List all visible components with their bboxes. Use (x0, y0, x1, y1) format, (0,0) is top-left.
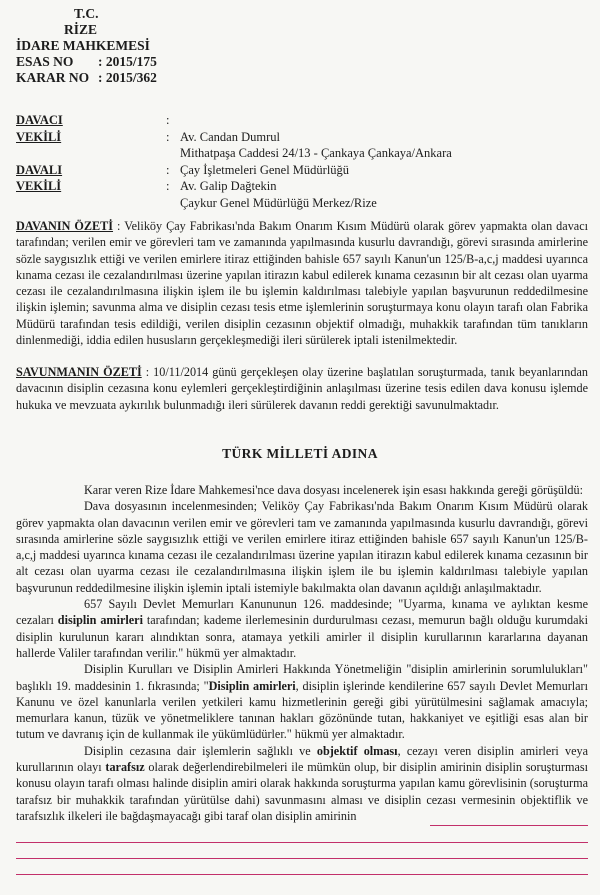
party-row-davali-vekili: VEKİLİ : Av. Galip Dağtekin (16, 178, 586, 195)
header-city: RİZE (64, 22, 98, 37)
party-label: VEKİLİ (16, 179, 62, 194)
case-summary (16, 218, 588, 348)
party-row-davali: DAVALI : Çay İşletmeleri Genel Müdürlüğü (16, 162, 586, 179)
party-label (16, 195, 166, 212)
party-value: Çay İşletmeleri Genel Müdürlüğü (180, 162, 350, 177)
party-value: Mithatpaşa Caddesi 24/13 - Çankaya Çankaya/Ankara (180, 146, 452, 161)
party-value (180, 112, 586, 129)
highlight-underline (16, 858, 588, 859)
decision-body (16, 482, 588, 824)
party-row-davali-address (16, 195, 586, 212)
karar-no-row (16, 70, 157, 86)
esas-no-value: : 2015/175 (98, 54, 157, 69)
karar-no-value: : 2015/362 (98, 70, 157, 85)
party-label: VEKİLİ (16, 129, 62, 144)
decision-title: TÜRK MİLLETİ ADINA (222, 446, 378, 461)
p4-bold: Disiplin amirleri (208, 678, 296, 693)
case-summary-text: Veliköy Çay Fabrikası'nda Bakım Onarım Kısım Müdürü olarak görev yapmakta olan davacı tarafından; verilen emir ve görevleri tam ve zamanında yapılmasında kusurlu davrandığı, görevi sırasında amirlerine sözle saygısızlık ettiği ve verilen emirlere itiraz ettiğinden bahisle 657 sayılı Kanun'un 125/B-a,c,j maddesi uyarınca kınama cezası ile cezalandırılması üzerine yapılan itirazın kabul edilerek kınama cezasının bir alt cezası olan uyarma cezası ile cezalandırılmasına ilişkin işlem ile bu işlemin kaldırılması talebiyle yapılan başvurunun reddedilmesine ilişkin işlemin; savunma alma ve disiplin cezası tesis etme işlemlerinin soruşturmaya konu olayın tarafı olan Fabrika Müdürü tarafından tesis edildiği, verilen disiplin cezasının objektif olmadığı, muhakkik tarafından tüm tanıkların dinlenmediği, iddia edilen hususların gerçekleşmediği ileri sürülerek iptali istenilmektedir. (16, 219, 588, 348)
p5-text-c: , cezayı veren disiplin amirleri veya kurullarının olayı (16, 743, 588, 775)
party-label (16, 145, 166, 162)
p4-text-a: Disiplin Kurulları ve Disiplin Amirleri Hakkında Yönetmeliğin "disiplin amirlerinin sorumlulukları" başlıklı 19. maddesinin 1. fıkrasında; " (16, 662, 588, 693)
p3-text-a: 657 Sayılı Devlet Memurları Kanununun 126. maddesinde; "Uyarma, kınama ve aylıktan kesme cezaları (16, 597, 588, 628)
defense-summary-text: 10/11/2014 günü gerçekleşen olay üzerine başlatılan soruşturmada, tanık beyanlarından davacının disiplin cezasına konu eylemleri gerçekleştirdiğinin anlaşılması üzerine tesis edilen dava konusu işlemde hukuka ve mevzuata aykırılık bulunmadığı ileri sürülerek davanın reddi gerektiği savunulmaktadır. (16, 365, 588, 412)
defense-summary-paragraph: SAVUNMANIN ÖZETİ : 10/11/2014 günü gerçekleşen olay üzerine başlatılan soruşturmada, tanık beyanlarından davacının disiplin cezasına konu eylemleri gerçekleştirdiğinin anlaşılması üzerine tesis edilen dava konusu işlemde hukuka ve mevzuata aykırılık bulunmadığı ileri sürülerek davanın reddi gerektiği savunulmaktadır. (16, 365, 588, 412)
karar-no-label: KARAR NO (16, 70, 90, 85)
highlight-underline (430, 825, 588, 826)
body-paragraph-3 (16, 596, 588, 661)
p5-text-a: Disiplin cezasına dair işlemlerin sağlıklı ve (84, 743, 317, 758)
highlight-underline (16, 874, 588, 875)
party-label: DAVACI (16, 113, 63, 127)
party-value: Av. Galip Dağtekin (180, 179, 277, 194)
court-header (16, 6, 157, 86)
p5-bold-2: tarafsız (105, 760, 145, 775)
defense-summary (16, 364, 588, 413)
p5-text-e: olarak değerlendirebilmeleri ile mümkün olup, bir disiplin amirinin disiplin soruşturması konusu olayın tarafı olması halinde disiplin amiri olarak hakkında soruşturma yapılan kamu görevlisinin (soruşturma tarafsız bir muhakkik tarafından yürütülse dahi) savunmasını alması ve disiplin cezası vermesinin objektiflik ve tarafsızlık ilkeleri ile bağdaşmayacağı gibi taraf olan disiplin amirinin (16, 760, 588, 823)
esas-no-label: ESAS NO (16, 54, 74, 69)
p4-text-c: , disiplin işlerinde kendilerine 657 sayılı Devlet Memurları Kanunu ve özel kanunlarla verilen yetkileri kamu hizmetlerinin gereği gibi yürütülmesini sağlamak amacıyla; memurlara kanun, tüzük ve yönetmeliklere tanınan hakları gözönünde tutan, hakkaniyet ve eşitliği esas alan bir tutum ve davranış için de kullanmak ile yükümlüdürler." hükmü yer almaktadır. (16, 678, 588, 742)
party-row-davaci: DAVACI : (16, 112, 586, 129)
highlight-underline (16, 842, 588, 843)
body-paragraph-5 (16, 743, 588, 824)
header-tc: T.C. (74, 6, 99, 21)
party-row-davaci-address (16, 145, 586, 162)
party-row-davaci-vekili: VEKİLİ : Av. Candan Dumrul (16, 129, 586, 146)
esas-no-row (16, 54, 157, 70)
party-value: Av. Candan Dumrul (180, 129, 280, 144)
parties-block (16, 112, 586, 212)
party-label: DAVALI (16, 162, 63, 177)
party-value: Çaykur Genel Müdürlüğü Merkez/Rize (180, 195, 377, 210)
p3-bold: disiplin amirleri (57, 613, 143, 628)
header-court: İDARE MAHKEMESİ (16, 38, 150, 53)
p3-text-c: tarafından; kademe ilerlemesinin durdurulması cezası, memurun bağlı olduğu kurumdaki disiplin kurulunun kararı alındıktan sonra, atamaya yetkili amirler il disiplin kurullarının kararlarına dayanan hallerde Valiler tarafından verilir." hükmü yer almaktadır. (16, 613, 588, 660)
defense-summary-label: SAVUNMANIN ÖZETİ (16, 365, 142, 379)
case-summary-label: DAVANIN ÖZETİ (16, 219, 114, 233)
case-summary-paragraph: DAVANIN ÖZETİ : Veliköy Çay Fabrikası'nda Bakım Onarım Kısım Müdürü olarak görev yapmakta olan davacı tarafından; verilen emir ve görevleri tam ve zamanında yapılmasında kusurlu davrandığı, görevi sırasında amirlerine sözle saygısızlık ettiği ve verilen emirlere itiraz ettiğinden bahisle 657 sayılı Kanun'un 125/B-a,c,j maddesi uyarınca kınama cezası ile cezalandırılması üzerine yapılan itirazın kabul edilerek kınama cezasının bir alt cezası olan uyarma cezası ile cezalandırılmasına ilişkin işlem ile bu işlemin kaldırılması talebiyle yapılan başvurunun reddedilmesine ilişkin işlemin; savunma alma ve disiplin cezası tesis etme işlemlerinin soruşturmaya konu olayın tarafı olan Fabrika Müdürü tarafından tesis edildiği, verilen disiplin cezasının objektif olmadığı, muhakkik tarafından tüm tanıkların dinlenmediği, iddia edilen hususların gerçekleşmediği ileri sürülerek iptali istenilmektedir. (16, 219, 588, 348)
body-paragraph-2: Dava dosyasının incelenmesinden; Veliköy Çay Fabrikası'nda Bakım Onarım Kısım Müdürü olarak görev yapmakta olan davacının verilen emir ve görevleri tam ve zamanında yapılmasında kusurlu davrandığı, görevi sırasında amirlerine sözle saygısızlık ettiği ve verilen emirlere itiraz ettiğinden bahisle 657 sayılı Kanun'un 125/B-a,c,j maddesi uyarınca kınama cezası ile cezalandırılması üzerine yapılan itirazın kabul edilerek kınama cezasının bir alt cezası olan uyarma cezası ile cezalandırılmasına ilişkin işlem ile bu işlemin kaldırılması talebiyle yapılan başvurunun reddedilmesine ilişkin işlemin iptali istemiyle bakılmakta olan davanın açıldığı anlaşılmaktadır. (16, 499, 588, 595)
p5-bold: objektif olması (316, 743, 398, 758)
body-paragraph-1: Karar veren Rize İdare Mahkemesi'nce dava dosyası incelenerek işin esası hakkında gereği görüşüldü: (84, 483, 583, 497)
body-paragraph-4 (16, 661, 588, 742)
